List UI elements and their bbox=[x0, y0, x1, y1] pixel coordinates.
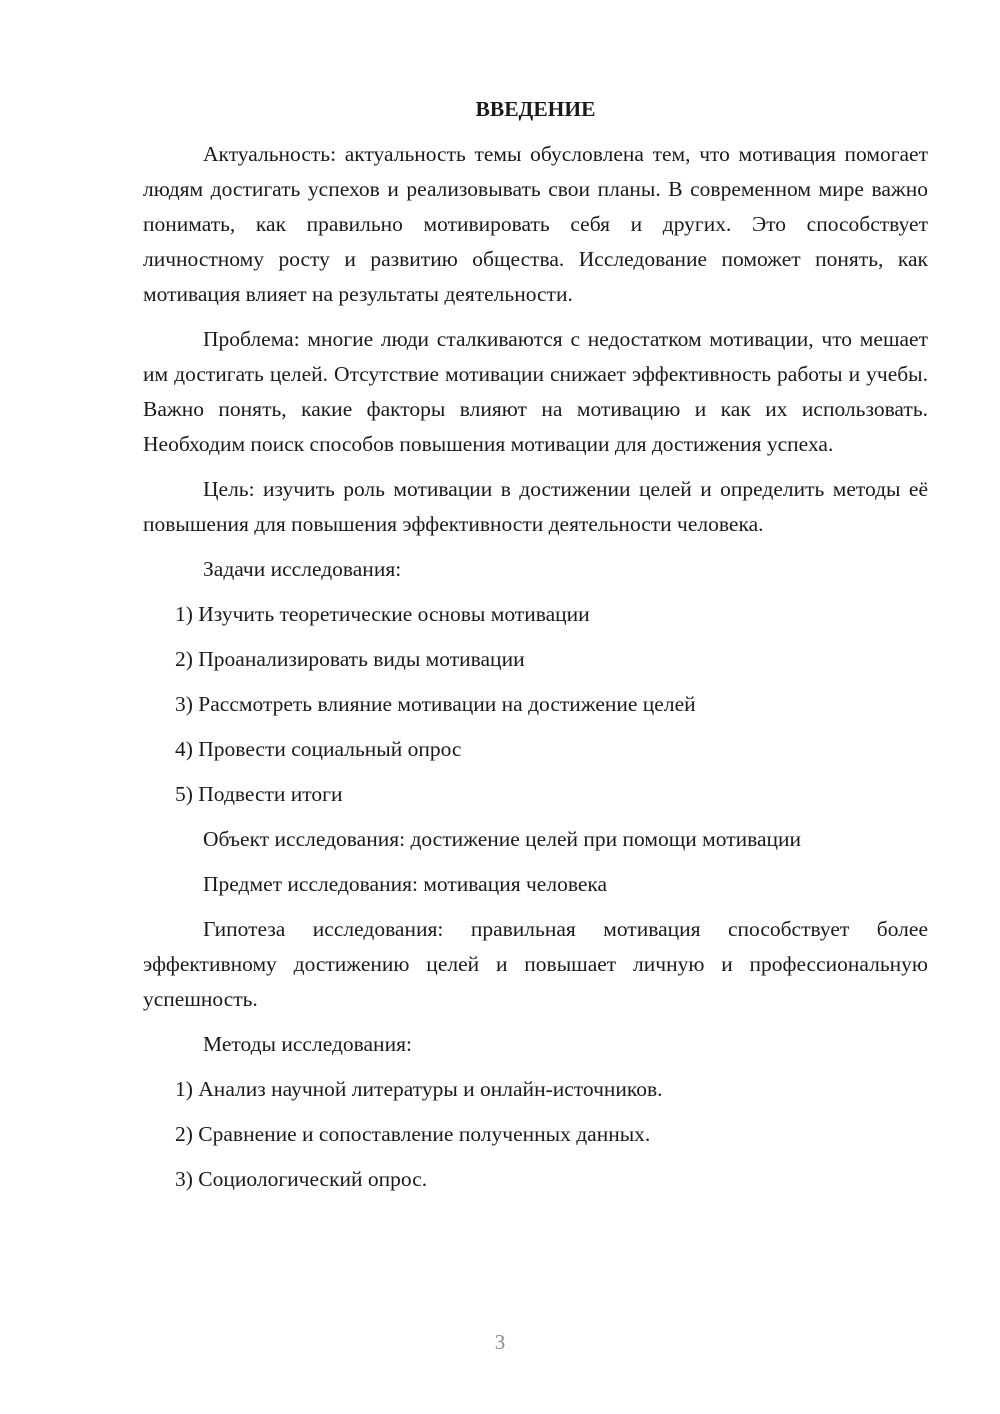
problem-paragraph: Проблема: многие люди сталкиваются с недостатком мотивации, что мешает им достигать целей. Отсутствие мотивации снижает эффективность работы и учебы. Важно понять, какие факторы влияют на мотивацию и как их использовать. Необходим поиск способов повышения мотивации для достижения успеха. bbox=[143, 327, 928, 456]
method-item-2: 2) Сравнение и сопоставление полученных данных. bbox=[175, 1122, 651, 1146]
goal-paragraph: Цель: изучить роль мотивации в достижении целей и определить методы её повышения для повышения эффективности деятельности человека. bbox=[143, 477, 928, 536]
tasks-heading: Задачи исследования: bbox=[203, 557, 402, 581]
research-subject: Предмет исследования: мотивация человека bbox=[203, 872, 608, 896]
task-item-4: 4) Провести социальный опрос bbox=[175, 737, 462, 761]
hypothesis-paragraph: Гипотеза исследования: правильная мотивация способствует более эффективному достижению целей и повышает личную и профессиональную успешность. bbox=[143, 917, 928, 1011]
task-item-5: 5) Подвести итоги bbox=[175, 782, 343, 806]
section-title: ВВЕДЕНИЕ bbox=[475, 97, 596, 121]
method-item-1: 1) Анализ научной литературы и онлайн-источников. bbox=[175, 1077, 663, 1101]
research-object: Объект исследования: достижение целей при помощи мотивации bbox=[203, 827, 802, 851]
task-item-1: 1) Изучить теоретические основы мотивации bbox=[175, 602, 590, 626]
document-page bbox=[143, 92, 928, 1207]
method-item-3: 3) Социологический опрос. bbox=[175, 1167, 428, 1191]
task-item-3: 3) Рассмотреть влияние мотивации на достижение целей bbox=[175, 692, 696, 716]
page-number: 3 bbox=[494, 1330, 506, 1354]
relevance-paragraph: Актуальность: актуальность темы обусловлена тем, что мотивация помогает людям достигать успехов и реализовывать свои планы. В современном мире важно понимать, как правильно мотивировать себя и других. Это способствует личностному росту и развитию общества. Исследование поможет понять, как мотивация влияет на результаты деятельности. bbox=[143, 142, 928, 306]
task-item-2: 2) Проанализировать виды мотивации bbox=[175, 647, 525, 671]
methods-heading: Методы исследования: bbox=[203, 1032, 412, 1056]
